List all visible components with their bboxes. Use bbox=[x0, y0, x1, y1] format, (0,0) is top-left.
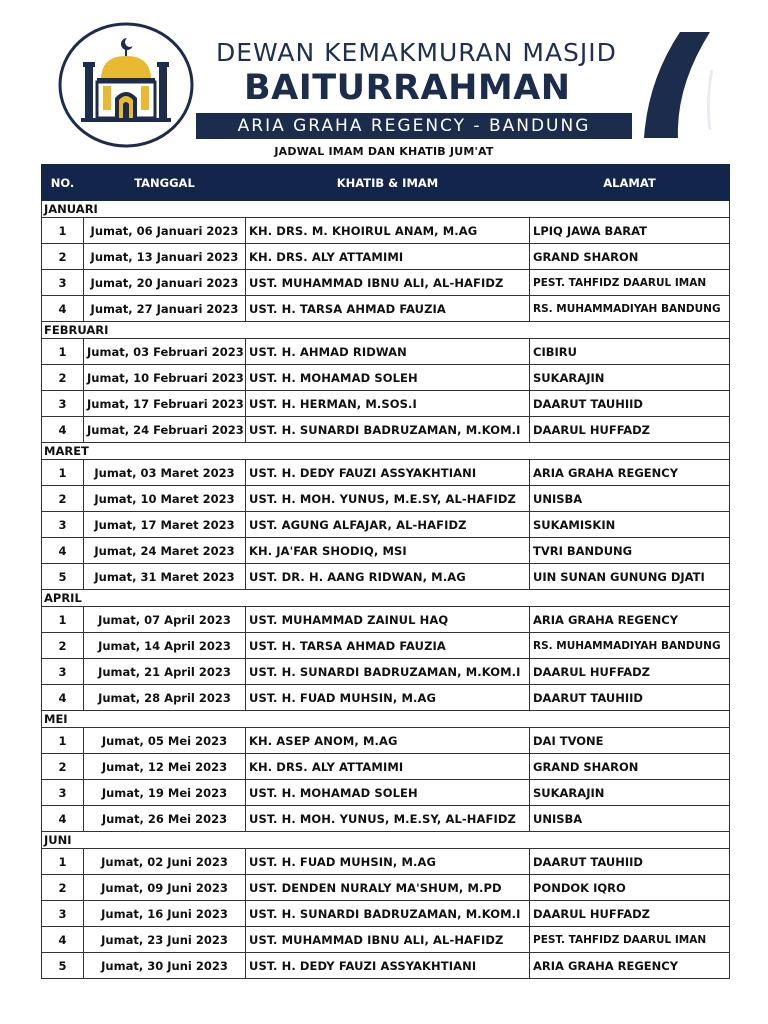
table-row bbox=[42, 538, 730, 564]
column-header-khatib: KHATIB & IMAM bbox=[246, 165, 530, 201]
row-number: 3 bbox=[42, 391, 84, 417]
date-cell: Jumat, 06 Januari 2023 bbox=[84, 218, 246, 244]
alamat-cell: DAARUL HUFFADZ bbox=[530, 659, 730, 685]
alamat-cell: SUKAMISKIN bbox=[530, 512, 730, 538]
alamat-cell: RS. MUHAMMADIYAH BANDUNG bbox=[530, 633, 730, 659]
khatib-cell: KH. JA'FAR SHODIQ, MSI bbox=[246, 538, 530, 564]
column-header-alamat: ALAMAT bbox=[530, 165, 730, 201]
table-row bbox=[42, 417, 730, 443]
alamat-cell: RS. MUHAMMADIYAH BANDUNG bbox=[530, 296, 730, 322]
month-row bbox=[42, 590, 730, 607]
date-cell: Jumat, 03 Februari 2023 bbox=[84, 339, 246, 365]
table-row bbox=[42, 296, 730, 322]
table-row bbox=[42, 218, 730, 244]
table-row bbox=[42, 685, 730, 711]
alamat-cell: UNISBA bbox=[530, 486, 730, 512]
alamat-cell: PEST. TAHFIDZ DAARUL IMAN bbox=[530, 927, 730, 953]
table-row bbox=[42, 270, 730, 296]
row-number: 2 bbox=[42, 244, 84, 270]
date-cell: Jumat, 17 Maret 2023 bbox=[84, 512, 246, 538]
schedule-table bbox=[41, 164, 730, 979]
row-number: 2 bbox=[42, 875, 84, 901]
table-row bbox=[42, 780, 730, 806]
alamat-cell: PONDOK IQRO bbox=[530, 875, 730, 901]
khatib-cell: UST. H. AHMAD RIDWAN bbox=[246, 339, 530, 365]
table-row bbox=[42, 460, 730, 486]
khatib-cell: UST. MUHAMMAD ZAINUL HAQ bbox=[246, 607, 530, 633]
alamat-cell: DAARUT TAUHIID bbox=[530, 849, 730, 875]
alamat-cell: DAARUL HUFFADZ bbox=[530, 417, 730, 443]
row-number: 3 bbox=[42, 780, 84, 806]
date-cell: Jumat, 09 Juni 2023 bbox=[84, 875, 246, 901]
row-number: 4 bbox=[42, 685, 84, 711]
table-row bbox=[42, 659, 730, 685]
alamat-cell: ARIA GRAHA REGENCY bbox=[530, 953, 730, 979]
alamat-cell: UIN SUNAN GUNUNG DJATI bbox=[530, 564, 730, 590]
date-cell: Jumat, 20 Januari 2023 bbox=[84, 270, 246, 296]
table-row bbox=[42, 901, 730, 927]
row-number: 3 bbox=[42, 901, 84, 927]
row-number: 2 bbox=[42, 486, 84, 512]
month-label: MARET bbox=[42, 443, 730, 460]
khatib-cell: UST. H. FUAD MUHSIN, M.AG bbox=[246, 685, 530, 711]
table-row bbox=[42, 512, 730, 538]
table-row bbox=[42, 633, 730, 659]
alamat-cell: ARIA GRAHA REGENCY bbox=[530, 460, 730, 486]
khatib-cell: UST. H. SUNARDI BADRUZAMAN, M.KOM.I bbox=[246, 659, 530, 685]
alamat-cell: PEST. TAHFIDZ DAARUL IMAN bbox=[530, 270, 730, 296]
table-row bbox=[42, 391, 730, 417]
month-label: JUNI bbox=[42, 832, 730, 849]
row-number: 2 bbox=[42, 754, 84, 780]
header bbox=[0, 0, 768, 160]
khatib-cell: UST. MUHAMMAD IBNU ALI, AL-HAFIDZ bbox=[246, 927, 530, 953]
khatib-cell: UST. DENDEN NURALY MA'SHUM, M.PD bbox=[246, 875, 530, 901]
khatib-cell: UST. H. SUNARDI BADRUZAMAN, M.KOM.I bbox=[246, 901, 530, 927]
table-row bbox=[42, 849, 730, 875]
table-row bbox=[42, 875, 730, 901]
alamat-cell: CIBIRU bbox=[530, 339, 730, 365]
month-label: APRIL bbox=[42, 590, 730, 607]
alamat-cell: DAARUL HUFFADZ bbox=[530, 901, 730, 927]
row-number: 4 bbox=[42, 538, 84, 564]
swoosh-decoration-icon bbox=[640, 30, 720, 142]
alamat-cell: DAI TVONE bbox=[530, 728, 730, 754]
row-number: 1 bbox=[42, 218, 84, 244]
date-cell: Jumat, 13 Januari 2023 bbox=[84, 244, 246, 270]
khatib-cell: UST. H. HERMAN, M.SOS.I bbox=[246, 391, 530, 417]
khatib-cell: KH. DRS. M. KHOIRUL ANAM, M.AG bbox=[246, 218, 530, 244]
date-cell: Jumat, 24 Februari 2023 bbox=[84, 417, 246, 443]
khatib-cell: KH. DRS. ALY ATTAMIMI bbox=[246, 754, 530, 780]
date-cell: Jumat, 24 Maret 2023 bbox=[84, 538, 246, 564]
row-number: 4 bbox=[42, 417, 84, 443]
date-cell: Jumat, 23 Juni 2023 bbox=[84, 927, 246, 953]
table-row bbox=[42, 806, 730, 832]
alamat-cell: DAARUT TAUHIID bbox=[530, 391, 730, 417]
date-cell: Jumat, 17 Februari 2023 bbox=[84, 391, 246, 417]
row-number: 1 bbox=[42, 339, 84, 365]
table-row bbox=[42, 564, 730, 590]
khatib-cell: UST. H. DEDY FAUZI ASSYAKHTIANI bbox=[246, 460, 530, 486]
document-title: JADWAL IMAM DAN KHATIB JUM'AT bbox=[274, 145, 494, 158]
date-cell: Jumat, 16 Juni 2023 bbox=[84, 901, 246, 927]
alamat-cell: DAARUT TAUHIID bbox=[530, 685, 730, 711]
mosque-name: BAITURRAHMAN bbox=[244, 68, 571, 108]
date-cell: Jumat, 10 Februari 2023 bbox=[84, 365, 246, 391]
khatib-cell: UST. H. TARSA AHMAD FAUZIA bbox=[246, 296, 530, 322]
khatib-cell: UST. H. DEDY FAUZI ASSYAKHTIANI bbox=[246, 953, 530, 979]
date-cell: Jumat, 05 Mei 2023 bbox=[84, 728, 246, 754]
table-header-row bbox=[42, 165, 730, 201]
date-cell: Jumat, 02 Juni 2023 bbox=[84, 849, 246, 875]
alamat-cell: ARIA GRAHA REGENCY bbox=[530, 607, 730, 633]
table-row bbox=[42, 607, 730, 633]
month-row bbox=[42, 322, 730, 339]
row-number: 2 bbox=[42, 633, 84, 659]
alamat-cell: LPIQ JAWA BARAT bbox=[530, 218, 730, 244]
row-number: 1 bbox=[42, 607, 84, 633]
row-number: 4 bbox=[42, 806, 84, 832]
alamat-cell: TVRI BANDUNG bbox=[530, 538, 730, 564]
khatib-cell: UST. H. MOH. YUNUS, M.E.SY, AL-HAFIDZ bbox=[246, 486, 530, 512]
row-number: 4 bbox=[42, 296, 84, 322]
organization-name: DEWAN KEMAKMURAN MASJID bbox=[216, 38, 617, 67]
date-cell: Jumat, 27 Januari 2023 bbox=[84, 296, 246, 322]
row-number: 3 bbox=[42, 512, 84, 538]
khatib-cell: UST. H. TARSA AHMAD FAUZIA bbox=[246, 633, 530, 659]
alamat-cell: SUKARAJIN bbox=[530, 780, 730, 806]
row-number: 4 bbox=[42, 927, 84, 953]
date-cell: Jumat, 26 Mei 2023 bbox=[84, 806, 246, 832]
table-row bbox=[42, 244, 730, 270]
date-cell: Jumat, 03 Maret 2023 bbox=[84, 460, 246, 486]
month-label: JANUARI bbox=[42, 201, 730, 218]
alamat-cell: GRAND SHARON bbox=[530, 244, 730, 270]
date-cell: Jumat, 28 April 2023 bbox=[84, 685, 246, 711]
column-header-no: NO. bbox=[42, 165, 84, 201]
row-number: 2 bbox=[42, 365, 84, 391]
month-row bbox=[42, 443, 730, 460]
table-row bbox=[42, 927, 730, 953]
table-row bbox=[42, 754, 730, 780]
date-cell: Jumat, 19 Mei 2023 bbox=[84, 780, 246, 806]
mosque-icon bbox=[57, 22, 195, 148]
row-number: 5 bbox=[42, 953, 84, 979]
table-row bbox=[42, 339, 730, 365]
month-row bbox=[42, 201, 730, 218]
khatib-cell: UST. H. SUNARDI BADRUZAMAN, M.KOM.I bbox=[246, 417, 530, 443]
row-number: 3 bbox=[42, 659, 84, 685]
khatib-cell: KH. ASEP ANOM, M.AG bbox=[246, 728, 530, 754]
khatib-cell: UST. AGUNG ALFAJAR, AL-HAFIDZ bbox=[246, 512, 530, 538]
date-cell: Jumat, 21 April 2023 bbox=[84, 659, 246, 685]
alamat-cell: GRAND SHARON bbox=[530, 754, 730, 780]
khatib-cell: UST. H. MOHAMAD SOLEH bbox=[246, 780, 530, 806]
date-cell: Jumat, 31 Maret 2023 bbox=[84, 564, 246, 590]
date-cell: Jumat, 07 April 2023 bbox=[84, 607, 246, 633]
khatib-cell: UST. H. MOHAMAD SOLEH bbox=[246, 365, 530, 391]
row-number: 3 bbox=[42, 270, 84, 296]
alamat-cell: SUKARAJIN bbox=[530, 365, 730, 391]
month-label: MEI bbox=[42, 711, 730, 728]
row-number: 1 bbox=[42, 849, 84, 875]
location-banner: ARIA GRAHA REGENCY - BANDUNG bbox=[196, 113, 632, 139]
table-row bbox=[42, 486, 730, 512]
khatib-cell: KH. DRS. ALY ATTAMIMI bbox=[246, 244, 530, 270]
row-number: 1 bbox=[42, 460, 84, 486]
table-row bbox=[42, 365, 730, 391]
month-row bbox=[42, 832, 730, 849]
date-cell: Jumat, 10 Maret 2023 bbox=[84, 486, 246, 512]
khatib-cell: UST. MUHAMMAD IBNU ALI, AL-HAFIDZ bbox=[246, 270, 530, 296]
table-row bbox=[42, 728, 730, 754]
khatib-cell: UST. H. FUAD MUHSIN, M.AG bbox=[246, 849, 530, 875]
date-cell: Jumat, 30 Juni 2023 bbox=[84, 953, 246, 979]
date-cell: Jumat, 14 April 2023 bbox=[84, 633, 246, 659]
date-cell: Jumat, 12 Mei 2023 bbox=[84, 754, 246, 780]
table-row bbox=[42, 953, 730, 979]
alamat-cell: UNISBA bbox=[530, 806, 730, 832]
column-header-tanggal: TANGGAL bbox=[84, 165, 246, 201]
row-number: 5 bbox=[42, 564, 84, 590]
month-label: FEBRUARI bbox=[42, 322, 730, 339]
khatib-cell: UST. H. MOH. YUNUS, M.E.SY, AL-HAFIDZ bbox=[246, 806, 530, 832]
schedule-body bbox=[42, 201, 730, 979]
month-row bbox=[42, 711, 730, 728]
row-number: 1 bbox=[42, 728, 84, 754]
khatib-cell: UST. DR. H. AANG RIDWAN, M.AG bbox=[246, 564, 530, 590]
